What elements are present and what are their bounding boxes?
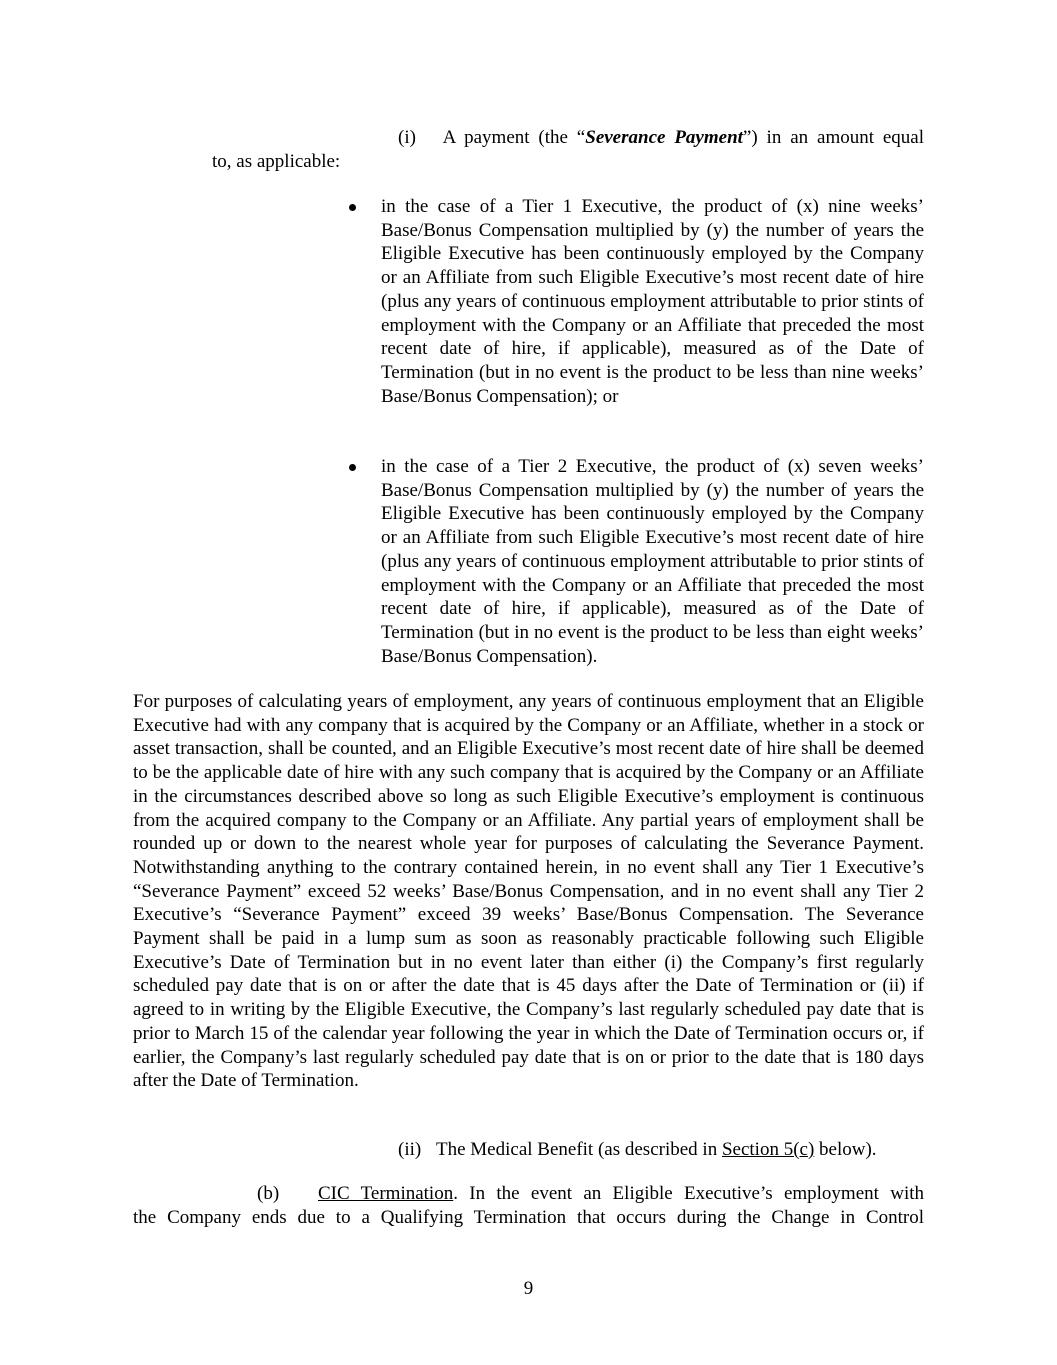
bullet-dot-icon bbox=[349, 204, 356, 211]
item-i-line bbox=[398, 126, 924, 150]
item-i-label: (i) bbox=[398, 127, 416, 148]
item-ii-line bbox=[398, 1138, 877, 1162]
section-5c-reference: Section 5(c) bbox=[721, 1139, 815, 1160]
para-b-line-1 bbox=[257, 1182, 924, 1206]
page-number: 9 bbox=[523, 1278, 534, 1299]
bullet-item-tier-2: in the case of a Tier 2 Executive, the product of (x) seven weeks’ Base/Bonus Compensation multiplied by (y) the number of years the Eligible Executive has been continuously employed by the Company or an Affiliate from such Eligible Executive’s most recent date of hire (plus any years of continuous employment attributable to prior stints of employment with the Company or an Affiliate that preceded the most recent date of hire, if applicable), measured as of the Date of Termination (but in no event is the product to be less than eight weeks’ Base/Bonus Compensation). bbox=[381, 456, 924, 667]
defined-term-severance-payment: Severance Payment bbox=[585, 127, 743, 148]
cic-termination-heading: CIC Termination bbox=[318, 1183, 454, 1204]
main-paragraph: For purposes of calculating years of employment, any years of continuous employment that an Eligible Executive had with any company that is acquired by the Company or an Affiliate, whether in a stock or asset transaction, shall be counted, and an Eligible Executive’s most recent date of hire shall be deemed to be the applicable date of hire with any such company that is acquired by the Company or an Affiliate in the circumstances described above so long as such Eligible Executive’s employment is continuous from the acquired company to the Company or an Affiliate. Any partial years of employment shall be rounded up or down to the nearest whole year for purposes of calculating the Severance Payment. Notwithstanding anything to the contrary contained herein, in no event shall any Tier 1 Executive’s “Severance Payment” exceed 52 weeks’ Base/Bonus Compensation, and in no event shall any Tier 2 Executive’s “Severance Payment” exceed 39 weeks’ Base/Bonus Compensation. The Severance Payment shall be paid in a lump sum as soon as reasonably practicable following such Eligible Executive’s Date of Termination but in no event later than either (i) the Company’s first regularly scheduled pay date that is on or after the date that is 45 days after the Date of Termination or (ii) if agreed to in writing by the Eligible Executive, the Company’s last regularly scheduled pay date that is prior to March 15 of the calendar year following the year in which the Date of Termination occurs or, if earlier, the Company’s last regularly scheduled pay date that is on or prior to the date that is 180 days after the Date of Termination. bbox=[133, 691, 924, 1092]
item-i-continuation: to, as applicable: bbox=[212, 151, 341, 172]
para-b-line-2: the Company ends due to a Qualifying Termination that occurs during the Change in Control bbox=[133, 1207, 924, 1228]
item-ii-text-before: The Medical Benefit (as described in bbox=[436, 1139, 722, 1160]
item-i-text-before: A payment (the “ bbox=[442, 127, 586, 148]
item-i-text-after: ”) in an amount equal bbox=[742, 127, 925, 148]
para-b-line1-rest: . In the event an Eligible Executive’s employment with bbox=[453, 1183, 924, 1204]
bullet-item-tier-1: in the case of a Tier 1 Executive, the product of (x) nine weeks’ Base/Bonus Compensation multiplied by (y) the number of years the Eligible Executive has been continuously employed by the Company or an Affiliate from such Eligible Executive’s most recent date of hire (plus any years of continuous employment attributable to prior stints of employment with the Company or an Affiliate that preceded the most recent date of hire, if applicable), measured as of the Date of Termination (but in no event is the product to be less than nine weeks’ Base/Bonus Compensation); or bbox=[381, 196, 924, 407]
bullet-dot-icon bbox=[349, 464, 356, 471]
para-b-label: (b) bbox=[257, 1183, 280, 1204]
item-ii-text-after: below). bbox=[814, 1139, 877, 1160]
item-ii-label: (ii) bbox=[398, 1139, 422, 1160]
